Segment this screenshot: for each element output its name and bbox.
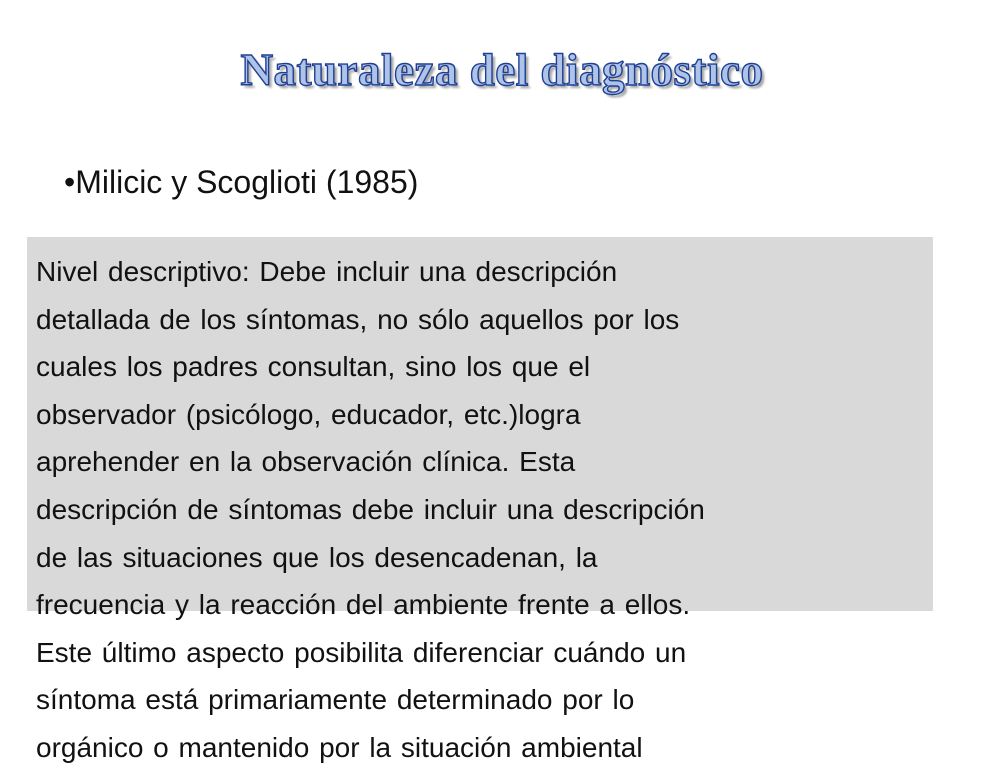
body-line: detallada de los síntomas, no sólo aquellos por los — [36, 303, 680, 335]
body-line: descripción de síntomas debe incluir una descripción — [36, 493, 705, 525]
body-line: Este último aspecto posibilita diferenciar cuándo un — [36, 636, 687, 668]
body-line: de las situaciones que los desencadenan, la — [36, 541, 598, 573]
body-paragraph — [36, 248, 916, 772]
body-line: observador (psicólogo, educador, etc.)logra — [36, 398, 581, 430]
body-line: Nivel descriptivo: Debe incluir una descripción — [36, 256, 618, 287]
slide-title: Naturaleza del diagnóstico — [240, 45, 764, 95]
bullet-point: •Milicic y Scoglioti (1985) — [64, 164, 419, 200]
body-line: aprehender en la observación clínica. Esta — [36, 446, 576, 478]
body-line: orgánico o mantenido por la situación ambiental — [36, 731, 643, 763]
body-line: frecuencia y la reacción del ambiente frente a ellos. — [36, 589, 691, 621]
body-line: síntoma está primariamente determinado por lo — [36, 684, 635, 716]
body-line: cuales los padres consultan, sino los que el — [36, 351, 591, 383]
